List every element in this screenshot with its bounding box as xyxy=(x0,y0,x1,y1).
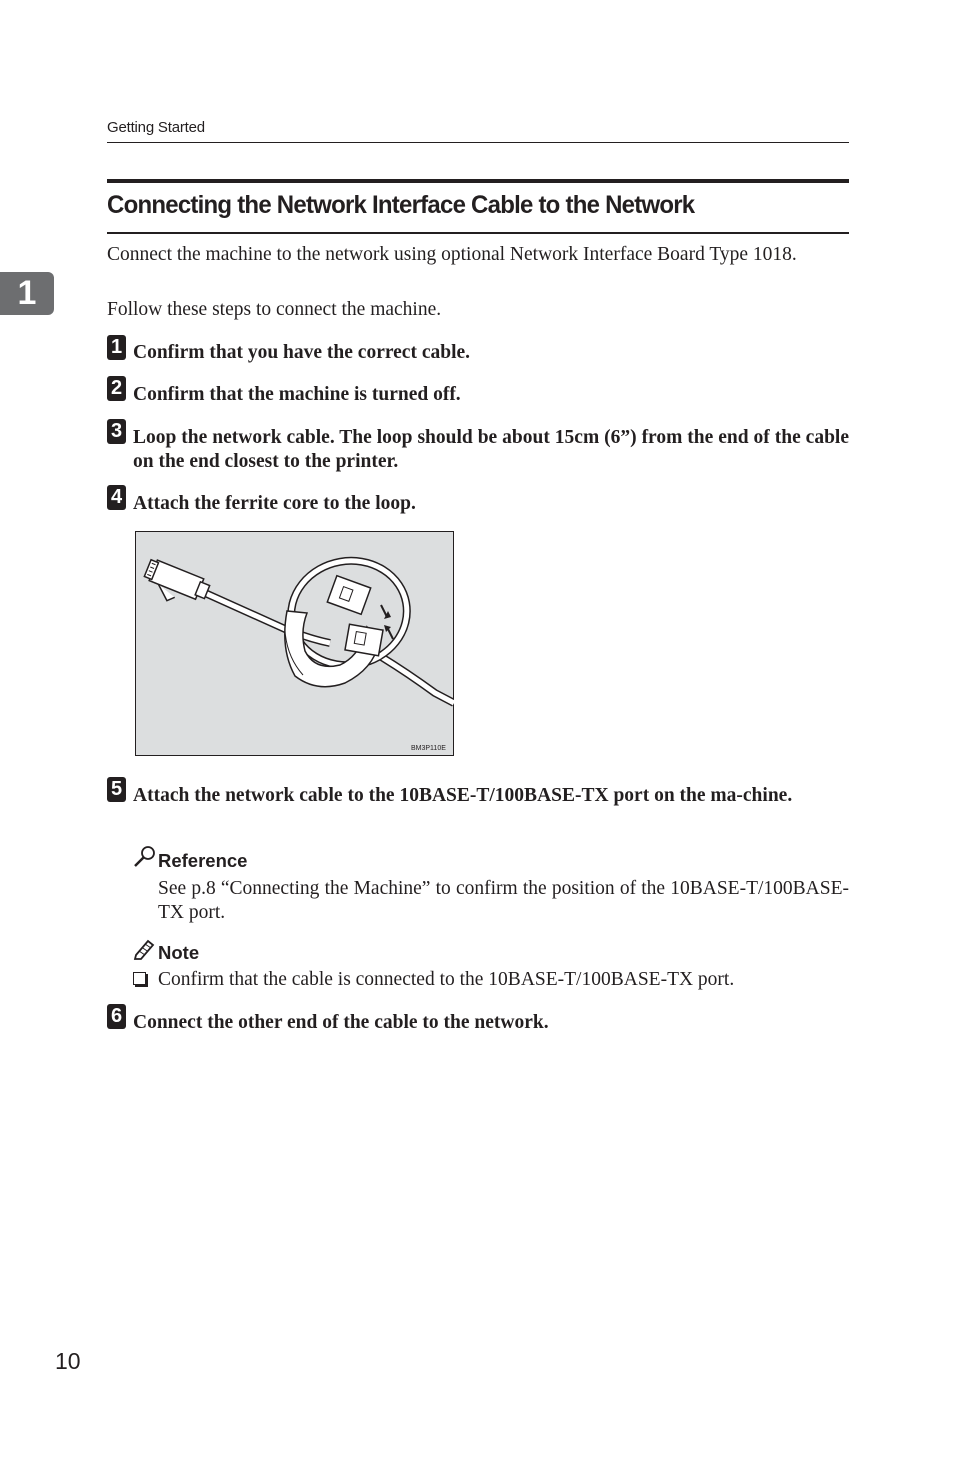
step-badge-1: 1 xyxy=(107,335,126,360)
note-bullet-box xyxy=(133,972,146,985)
step-1-text: Confirm that you have the correct cable. xyxy=(133,342,471,363)
reference-text: See p.8 “Connecting the Machine” to confirm the position of the 10BASE-T/100BASE-TX port. xyxy=(158,878,849,923)
step-3-text: Loop the network cable. The loop should be about 15cm (6”) from the end of the cable on the end closest to the printer. xyxy=(133,427,849,472)
step-4-text: Attach the ferrite core to the loop. xyxy=(133,493,416,514)
step-6-text: Connect the other end of the cable to the network. xyxy=(133,1012,549,1033)
ferrite-core-illustration xyxy=(135,531,454,756)
header-divider xyxy=(107,142,849,143)
title-rule-bottom xyxy=(107,232,849,234)
page-number: 10 xyxy=(55,1348,81,1374)
step-badge-5: 5 xyxy=(107,777,126,802)
step-badge-3: 3 xyxy=(107,419,126,444)
title-rule-top xyxy=(107,179,849,183)
step-5-text: Attach the network cable to the 10BASE-T/100BASE-TX port on the ma-chine. xyxy=(133,785,793,806)
note-title: Note xyxy=(158,942,200,963)
chapter-number: 1 xyxy=(17,274,37,312)
running-header: Getting Started xyxy=(107,119,205,136)
reference-title: Reference xyxy=(158,850,248,871)
step-badge-2: 2 xyxy=(107,376,126,401)
reference-icon xyxy=(133,845,157,872)
note-item: Confirm that the cable is connected to the 10BASE-T/100BASE-TX port. xyxy=(158,969,735,990)
intro-paragraph: Connect the machine to the network using optional Network Interface Board Type 1018. xyxy=(107,244,797,265)
step-2-text: Confirm that the machine is turned off. xyxy=(133,384,461,405)
figure-code: BM3P110E xyxy=(411,745,446,752)
step-badge-6: 6 xyxy=(107,1004,126,1029)
section-title: Connecting the Network Interface Cable to the Network xyxy=(107,191,695,219)
intro-paragraph-steps: Follow these steps to connect the machine. xyxy=(107,299,442,320)
note-icon xyxy=(133,938,157,965)
step-badge-4: 4 xyxy=(107,485,126,510)
